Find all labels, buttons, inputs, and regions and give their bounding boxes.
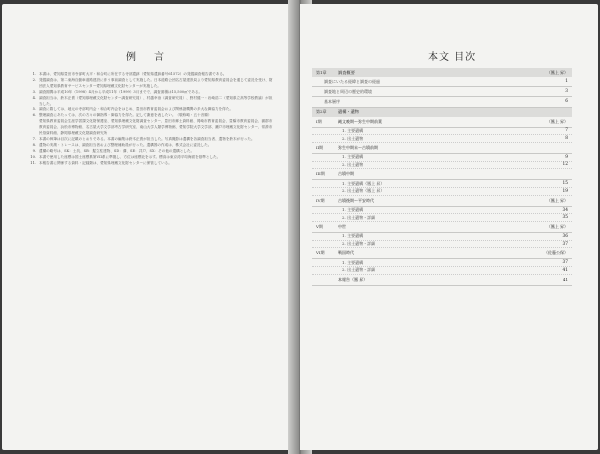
toc-author: （佐藤公保） bbox=[544, 250, 568, 256]
toc-chapter-label: I期 bbox=[316, 118, 322, 124]
toc-section-title: 遺構・遺物 bbox=[338, 109, 359, 115]
toc-page-number: 12 bbox=[562, 162, 568, 168]
toc-entry bbox=[312, 214, 572, 222]
toc-entry bbox=[312, 87, 572, 97]
toc-page-number: 3 bbox=[565, 89, 568, 95]
toc-entry bbox=[312, 259, 572, 267]
toc-page-number: 1 bbox=[565, 79, 568, 85]
note-item bbox=[28, 96, 274, 108]
note-text: 発掘調査は、第二東海自動車道路建設に伴う事前調査として実施した。日本道路公団名古屋建設局より愛知県教育委員会を通じて委託を受け、財団法人愛知県教育サービスセンター愛知県埋蔵文化財センターが実施した。 bbox=[39, 77, 273, 88]
toc-author: （鳳上 昇） bbox=[546, 69, 568, 75]
toc-author: （鳳上 昇） bbox=[546, 197, 568, 203]
toc-section-title: 調査概要 bbox=[338, 69, 355, 75]
note-text: 本書の執筆は目次に記載のとおりである。本書の編集は鈴木正貴が担当した。写真撮影は遺構を各調査担当者、遺物を鈴木が行った。 bbox=[39, 136, 255, 141]
note-number: 4. bbox=[32, 95, 36, 100]
toc-chapter-title: 本報告（鳳 昇） bbox=[338, 276, 368, 282]
toc-entry-title: 2. 出土遺物 bbox=[342, 161, 364, 167]
note-number: 1. bbox=[32, 72, 36, 76]
toc-section bbox=[312, 108, 572, 117]
toc-chapter-label: III期 bbox=[316, 171, 325, 177]
toc-author: （鳳上 昇） bbox=[546, 118, 568, 124]
toc-chapter bbox=[312, 117, 572, 128]
toc-chapter-title: 縄文晩期～弥生中期前葉 bbox=[338, 118, 382, 124]
toc-section-label: 第1章 bbox=[316, 69, 327, 75]
toc-entry bbox=[312, 207, 572, 215]
toc-entry bbox=[312, 97, 572, 107]
toc-author: （鳳上 昇） bbox=[546, 224, 568, 230]
toc-entry-title: 2. 出土遺物・詳細 bbox=[342, 214, 376, 220]
toc-chapter bbox=[312, 169, 572, 180]
note-text: 本書で使用した座標は国土座標系第VII系に準拠し、方位は座標北を示す。標高は東京湾平均海面を基準とした。 bbox=[39, 154, 221, 159]
note-text: 調査に際しては、地元の寺部町内会・和合町内会をはじめ、豊田市教育委員会および関係諸機関の多大な御協力を得た。 bbox=[39, 107, 233, 112]
note-number: 11. bbox=[30, 160, 36, 165]
toc-page-number: 36 bbox=[562, 233, 568, 239]
toc-entry bbox=[312, 154, 572, 162]
toc-chapter bbox=[312, 222, 572, 233]
toc-title: 本文 目次 bbox=[428, 52, 477, 63]
toc-chapter-label: V期 bbox=[316, 224, 323, 230]
toc-entry-title: 2. 出土遺物 bbox=[342, 135, 364, 141]
toc-entry-title: 1. 主要遺構 bbox=[342, 207, 364, 213]
note-text: 本書は、愛知県豊田市寺部町大平・和合町に所在する寺部遺跡（愛知県遺跡番号61572）の発掘調査報告書である。 bbox=[39, 72, 227, 76]
note-number: 8. bbox=[32, 142, 36, 147]
toc-chapter-title: 古墳中期 bbox=[338, 171, 354, 177]
toc-chapter-title: 古墳後期～平安時代 bbox=[338, 197, 374, 203]
note-number: 5. bbox=[32, 107, 36, 112]
toc-entry bbox=[312, 241, 572, 249]
left-page bbox=[2, 4, 292, 450]
toc-chapter-title: 弥生中期末～古墳前期 bbox=[338, 144, 378, 150]
note-text: 整理調査にあたっては、次の方々の御指導・御協力を得た。記して謝意を表したい。（敬称略・五十音順） bbox=[39, 113, 212, 118]
toc-entry-title: 1. 主要遺構（鳳上 昇） bbox=[342, 180, 385, 186]
toc-entry-title: 1. 主要遺構 bbox=[342, 259, 364, 265]
page-title: 例 言 bbox=[126, 52, 168, 63]
toc-entry bbox=[312, 135, 572, 143]
note-item bbox=[28, 78, 274, 90]
toc-page-number: 37 bbox=[562, 260, 568, 266]
note-number: 3. bbox=[32, 89, 36, 94]
note-number: 6. bbox=[32, 113, 36, 118]
toc-entry bbox=[312, 180, 572, 188]
toc-entry bbox=[312, 233, 572, 241]
toc-page-number: 41 bbox=[562, 267, 568, 273]
toc-section-label: 第2章 bbox=[316, 109, 327, 115]
toc-page-number: 9 bbox=[565, 154, 568, 160]
toc-page-number: 6 bbox=[565, 99, 568, 105]
toc-page-number: 15 bbox=[562, 181, 568, 187]
toc-chapter bbox=[312, 196, 572, 207]
toc-chapter-label: II期 bbox=[316, 144, 324, 150]
toc-chapter bbox=[312, 248, 572, 259]
toc-page-number: 37 bbox=[562, 241, 568, 247]
toc-page-number: 7 bbox=[565, 128, 568, 134]
note-number: 2. bbox=[32, 77, 36, 82]
toc-entry-title: 基本層序 bbox=[324, 98, 340, 104]
toc-entry bbox=[312, 267, 572, 275]
toc-page-number: 19 bbox=[562, 188, 568, 194]
toc-entry bbox=[312, 188, 572, 196]
toc-section bbox=[312, 68, 572, 77]
toc-entry bbox=[312, 77, 572, 87]
toc-entry-title: 2. 出土遺物（鳳上 昇） bbox=[342, 188, 385, 194]
toc-page-number: 35 bbox=[562, 215, 568, 221]
toc-entry bbox=[312, 128, 572, 136]
right-page bbox=[300, 4, 598, 450]
toc-entry-title: 調査にいたる経緯と調査の経過 bbox=[324, 78, 380, 84]
toc-entry-title: 1. 主要遺構 bbox=[342, 154, 364, 160]
toc-entry-title: 調査地と周辺の歴史的環境 bbox=[324, 88, 372, 94]
toc-chapter-title: 戦国時代 bbox=[338, 250, 354, 256]
note-text: 本報告書に関係する資料・記録類は、愛知県埋蔵文化財センターに保管している。 bbox=[39, 160, 172, 165]
note-number: 9. bbox=[32, 148, 36, 153]
note-number: 10. bbox=[30, 154, 36, 159]
note-text: 遺物の実測・トレースは、調査担当者および整理補助員が行った。遺構図の作成は、株式会社に委託した。 bbox=[39, 142, 212, 147]
note-text: 調査期間は平成10年（1998）4月から平成11年（1999）3月までで、調査面積は15,500㎡である。 bbox=[39, 89, 203, 94]
toc-author: 41 bbox=[562, 277, 568, 283]
note-number: 7. bbox=[32, 136, 36, 141]
toc-entry-title: 1. 主要遺構 bbox=[342, 127, 364, 133]
toc-page-number: 8 bbox=[565, 136, 568, 142]
note-text: 調査担当は、鈴木正貴（愛知県埋蔵文化財センター調査研究員）、村越幸治（調査研究員）、野村健一・岩崎浩二（愛知県立高等学校教諭）が担当した。 bbox=[39, 95, 273, 106]
toc-chapter-title: 中世 bbox=[338, 224, 346, 230]
notes-list bbox=[28, 72, 274, 167]
toc-page-number: 34 bbox=[562, 207, 568, 213]
toc-entry bbox=[312, 162, 572, 170]
acknowledged-names: 愛知県教育委員会生涯学習課文化財保護室、愛知県埋蔵文化財調査センター、豊田市郷土資料館、岡崎市教育委員会、豊橋市教育委員会、蒲郡市教育委員会、浜松市博物館、名古屋大学文学部考古学研究室、南山大学人類学博物館、愛知学院大学文学部、瀬戸市埋蔵文化財センター、常滑市民俗資料館、静岡県埋蔵文化財調査研究所 bbox=[39, 119, 273, 136]
note-item bbox=[28, 161, 274, 167]
toc-chapter bbox=[312, 275, 572, 286]
toc-chapter-label: IV期 bbox=[316, 197, 325, 203]
toc-chapter-label: VI期 bbox=[316, 250, 325, 256]
toc-entry-title: 1. 主要遺構 bbox=[342, 233, 364, 239]
toc-entry-title: 2. 出土遺物・詳細 bbox=[342, 267, 376, 273]
toc-entry-title: 2. 出土遺物・詳細 bbox=[342, 241, 376, 247]
note-text: 遺構の略号は、SK：土坑、SB：掘立柱建物、SD：溝、SE：井戸、SX：その他の遺構とした。 bbox=[39, 148, 195, 153]
table-of-contents bbox=[312, 68, 572, 286]
toc-chapter bbox=[312, 143, 572, 154]
